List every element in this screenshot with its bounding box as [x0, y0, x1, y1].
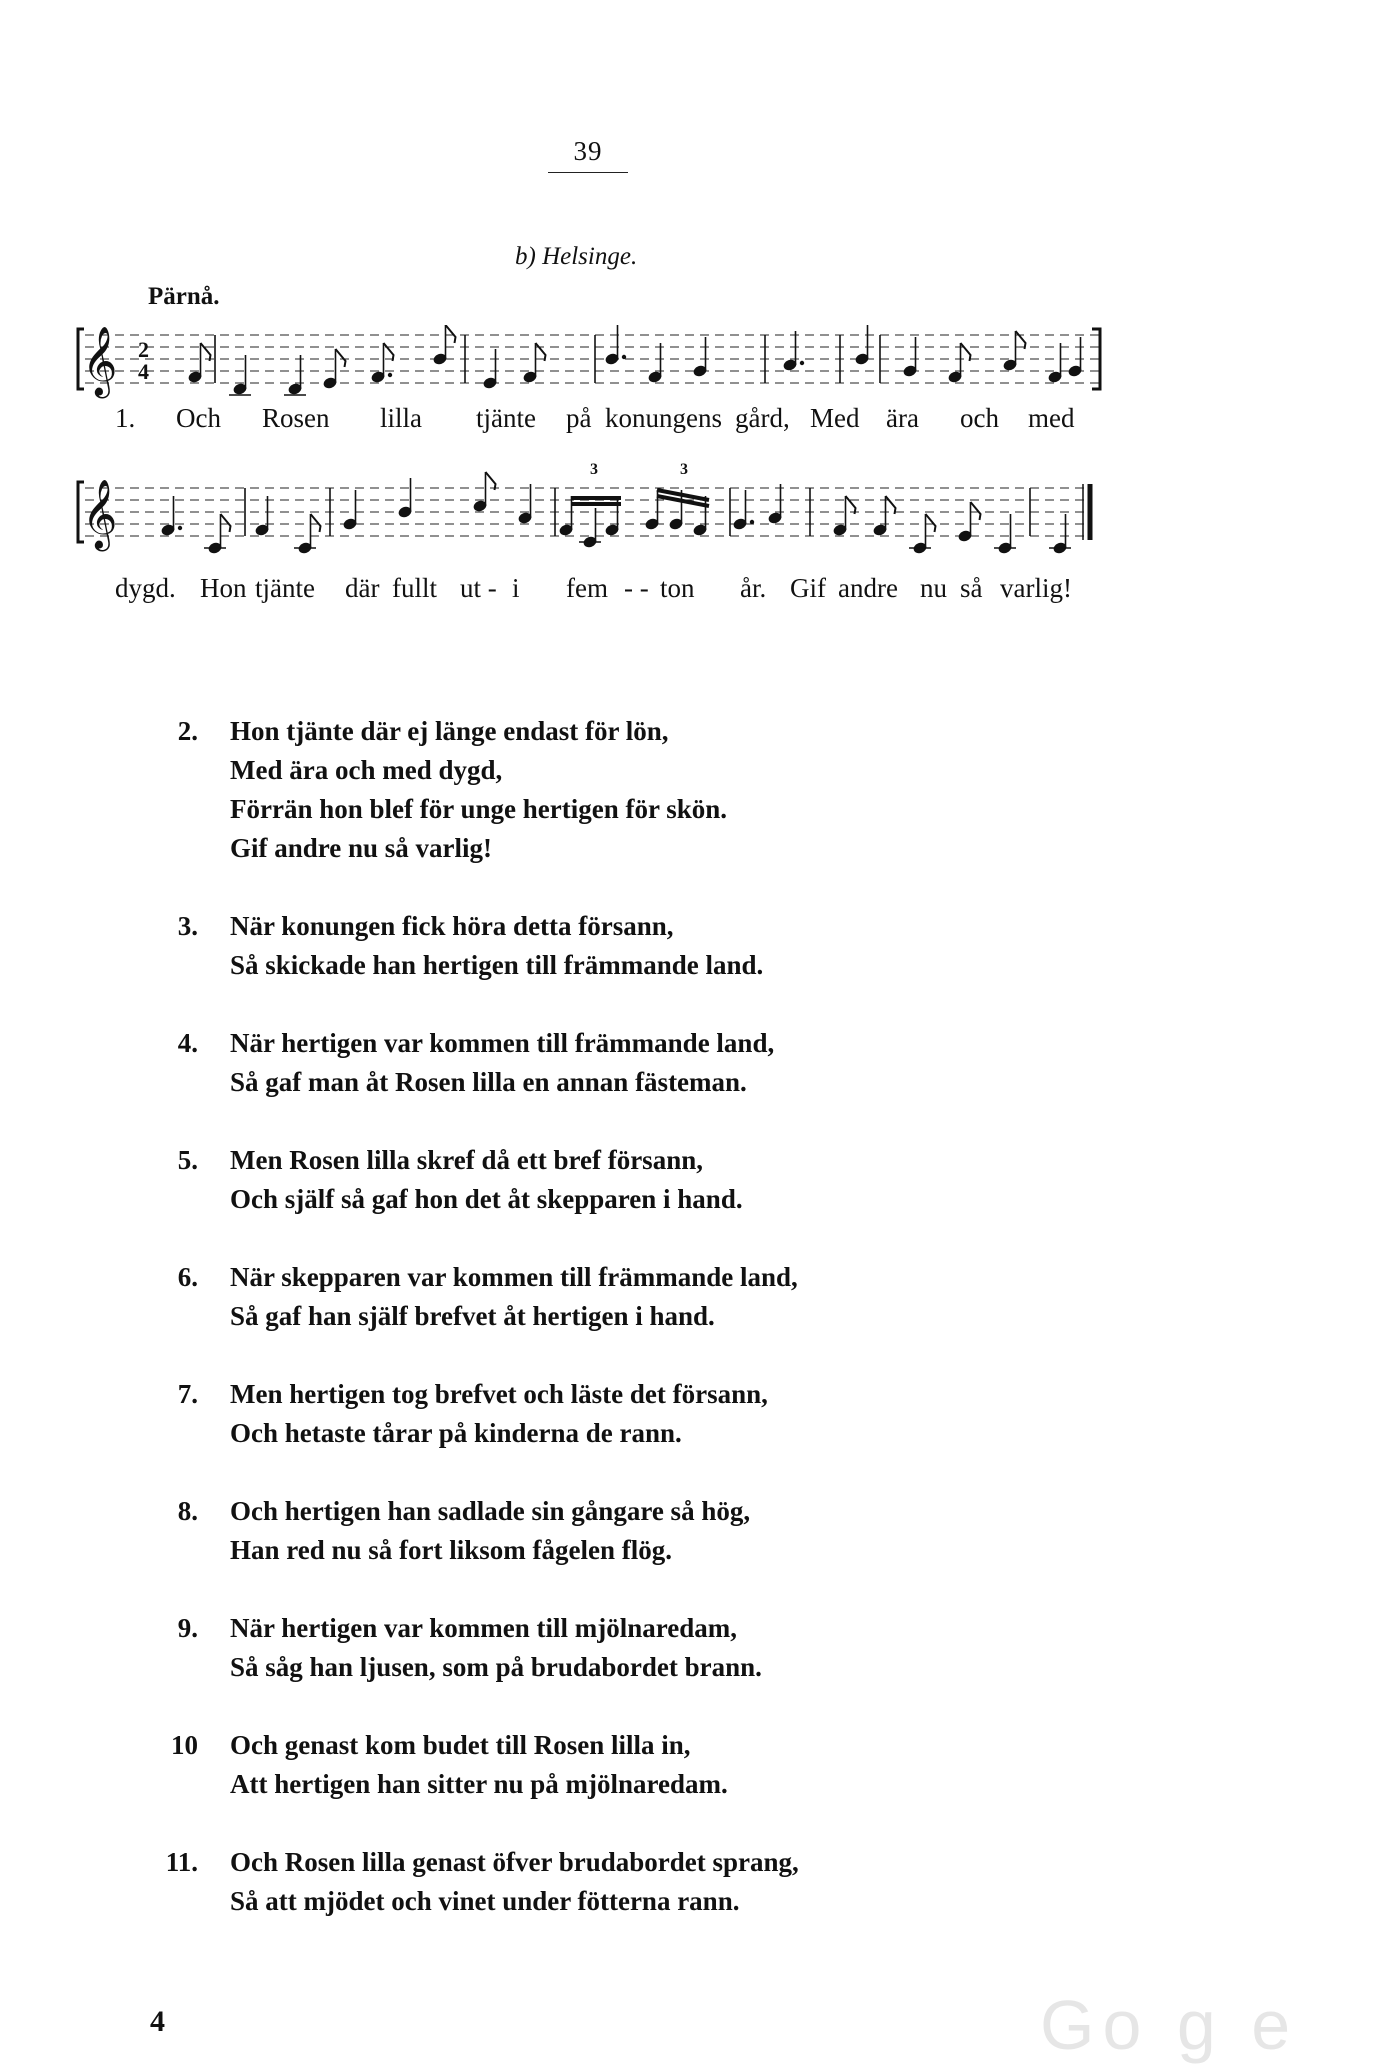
place-name: Pärnå. — [148, 283, 220, 310]
note-dot — [622, 355, 626, 359]
watermark: Go g e — [1040, 1986, 1299, 2064]
lyric-syllable: på — [566, 403, 592, 433]
verse-line: Gif andre nu så varlig! — [230, 833, 493, 863]
verse-number: 8. — [177, 1496, 198, 1526]
staff-2-lyrics — [0, 573, 1400, 613]
lyric-syllable: ut - — [460, 573, 497, 603]
treble-clef-icon: 𝄞 — [82, 326, 118, 396]
note-dot — [388, 373, 392, 377]
verse-number: 11. — [165, 1847, 198, 1877]
note-flag — [886, 496, 896, 514]
verse-line: Och hetaste tårar på kinderna de rann. — [230, 1418, 682, 1448]
page-number: 39 — [573, 136, 603, 166]
lyric-syllable: år. — [740, 573, 767, 603]
verse-line: När hertigen var kommen till mjölnaredam, — [230, 1613, 737, 1643]
verse-line: Så att mjödet och vinet under fötterna rann. — [230, 1886, 740, 1916]
tuplet-number: 3 — [590, 461, 598, 478]
tuplet-number: 3 — [680, 461, 688, 478]
lyric-syllable: ton — [660, 573, 695, 603]
verse — [150, 1258, 1250, 1336]
note-flag — [446, 325, 456, 343]
verses — [150, 712, 1250, 1960]
verse-number: 3. — [177, 911, 198, 941]
final-barline — [1083, 484, 1090, 540]
verse — [150, 1609, 1250, 1687]
staff-1-notation — [0, 325, 1400, 405]
lyric-syllable: lilla — [380, 403, 422, 433]
note-dot — [800, 361, 804, 365]
time-signature-bottom: 4 — [138, 359, 149, 384]
verse-line: Så såg han ljusen, som på brudabordet brann. — [230, 1652, 762, 1682]
lyric-syllable: tjänte — [476, 403, 536, 433]
verse-line: När konungen fick höra detta försann, — [230, 911, 674, 941]
verse-line: Hon tjänte där ej länge endast för lön, — [230, 716, 669, 746]
lyric-syllable: tjänte — [255, 573, 315, 603]
staff-2-notation — [0, 460, 1400, 560]
lyric-syllable: Med — [810, 403, 860, 433]
verse-number: 6. — [177, 1262, 198, 1292]
note-flag — [971, 502, 981, 520]
music-staff-1 — [0, 325, 1400, 405]
verse-line: Och Rosen lilla genast öfver brudabordet sprang, — [230, 1847, 799, 1877]
lyric-syllable: Rosen — [262, 403, 330, 433]
lyric-syllable: Hon — [200, 573, 247, 603]
verse — [150, 1843, 1250, 1921]
lyric-syllable: i — [512, 573, 520, 603]
verse-line: Så gaf han själf brefvet åt hertigen i hand. — [230, 1301, 715, 1331]
verse — [150, 712, 1250, 868]
verse-line: Och hertigen han sadlade sin gångare så hög, — [230, 1496, 751, 1526]
note-flag — [846, 496, 856, 514]
verse-number: 9. — [177, 1613, 198, 1643]
verse-line: Och själf så gaf hon det åt skepparen i hand. — [230, 1184, 743, 1214]
note-flag — [926, 514, 936, 532]
lyric-syllable: 1. — [115, 403, 136, 433]
staff-lines — [85, 335, 1100, 383]
note-flag — [384, 343, 394, 361]
staff-1-lyrics — [0, 403, 1400, 443]
verse — [150, 1492, 1250, 1570]
staff-2-notes — [160, 472, 1071, 555]
verse-line: Förrän hon blef för unge hertigen för skön. — [230, 794, 728, 824]
lyric-syllable: så — [960, 573, 983, 603]
note-flag — [311, 514, 321, 532]
lyric-syllable: med — [1028, 403, 1075, 433]
verse-line: Men Rosen lilla skref då ett bref försann, — [230, 1145, 703, 1175]
lyric-syllable: Gif — [790, 573, 826, 603]
music-staff-2 — [0, 460, 1400, 560]
verse-line: Att hertigen han sitter nu på mjölnaredam. — [230, 1769, 728, 1799]
verse — [150, 907, 1250, 985]
verse — [150, 1726, 1250, 1804]
verse-line: Han red nu så fort liksom fågelen flög. — [230, 1535, 673, 1565]
lyric-syllable: fem — [566, 573, 608, 603]
verse-line: Med ära och med dygd, — [230, 755, 503, 785]
note-flag — [486, 472, 496, 490]
staff-1-notes — [187, 325, 1083, 396]
page-number-rule — [548, 172, 628, 173]
verse-line: Men hertigen tog brefvet och läste det försann, — [230, 1379, 768, 1409]
verse — [150, 1141, 1250, 1219]
note-dot — [750, 520, 754, 524]
time-signature-top: 2 — [138, 337, 149, 362]
lyric-syllable: där — [345, 573, 380, 603]
verse-number: 4. — [177, 1028, 198, 1058]
verse-number: 7. — [177, 1379, 198, 1409]
note-flag — [961, 343, 971, 361]
lyric-syllable: - - — [624, 573, 649, 603]
note-flag — [536, 343, 546, 361]
verse-line: Så gaf man åt Rosen lilla en annan fästeman. — [230, 1067, 747, 1097]
lyric-syllable: dygd. — [115, 573, 176, 603]
verse — [150, 1024, 1250, 1102]
song-variant-subtitle: b) Helsinge. — [515, 243, 638, 270]
note-flag — [336, 349, 346, 367]
lyric-syllable: ära — [886, 403, 919, 433]
verse — [150, 1375, 1250, 1453]
verse-line: Så skickade han hertigen till främmande land. — [230, 950, 764, 980]
lyric-syllable: gård, — [735, 403, 790, 433]
lyric-syllable: varlig! — [1000, 573, 1072, 603]
signature-mark: 4 — [150, 2005, 165, 2038]
lyric-syllable: och — [960, 403, 999, 433]
lyric-syllable: nu — [920, 573, 947, 603]
verse-line: När skepparen var kommen till främmande land, — [230, 1262, 798, 1292]
verse-number: 5. — [177, 1145, 198, 1175]
treble-clef-icon: 𝄞 — [82, 479, 118, 549]
note-flag — [201, 343, 211, 361]
staff-lines — [85, 488, 1092, 536]
lyric-syllable: andre — [838, 573, 898, 603]
lyric-syllable: konungens — [605, 403, 722, 433]
lyric-syllable: Och — [176, 403, 221, 433]
lyric-syllable: fullt — [392, 573, 437, 603]
verse-line: När hertigen var kommen till främmande land, — [230, 1028, 775, 1058]
note-flag — [221, 514, 231, 532]
note-dot — [178, 526, 182, 530]
verse-number: 2. — [177, 716, 198, 746]
verse-number: 10 — [171, 1730, 198, 1760]
note-flag — [1016, 331, 1026, 349]
verse-line: Och genast kom budet till Rosen lilla in, — [230, 1730, 691, 1760]
